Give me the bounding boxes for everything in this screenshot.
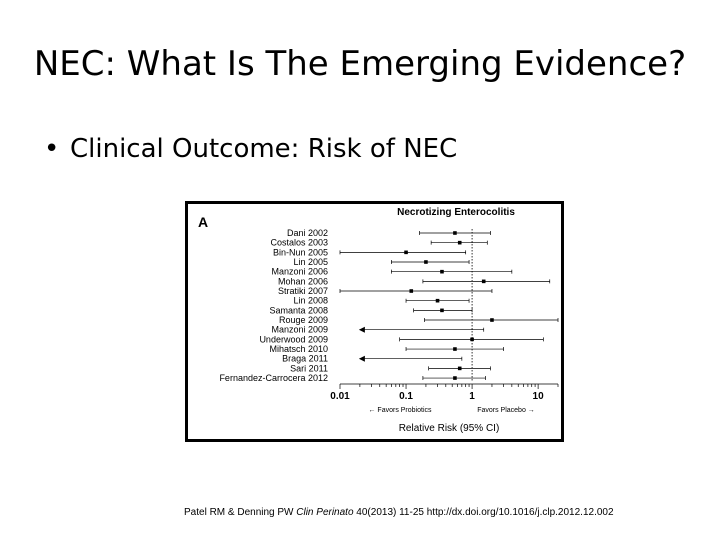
study-label: Mohan 2006 (277, 276, 328, 287)
study-label: Lin 2005 (293, 257, 328, 268)
citation-journal: Clin Perinato (296, 507, 354, 518)
study-label: Stratiki 2007 (277, 286, 328, 297)
study-label: Lin 2008 (293, 295, 328, 306)
point-estimate (404, 251, 408, 255)
point-estimate (453, 231, 457, 235)
study-label: Braga 2011 (282, 353, 328, 364)
point-estimate (436, 299, 440, 303)
citation (184, 507, 614, 518)
study-label: Sari 2011 (290, 363, 328, 374)
x-tick-label: 0.1 (399, 391, 413, 402)
x-axis (330, 384, 558, 402)
study-label: Mihatsch 2010 (269, 344, 328, 355)
point-estimate (490, 318, 494, 322)
point-estimate (470, 338, 474, 342)
x-tick-label: 10 (532, 391, 544, 402)
favors-probiotics-label: ← Favors Probiotics (368, 407, 432, 414)
truncated-arrow-icon (359, 356, 365, 362)
point-estimate (453, 376, 457, 380)
studies-layer (219, 228, 558, 383)
study-label: Costalos 2003 (270, 237, 328, 248)
study-label: Samanta 2008 (269, 305, 328, 316)
point-estimate (440, 270, 444, 274)
point-estimate (440, 309, 444, 313)
x-tick-label: 0.01 (330, 391, 350, 402)
x-axis-label: Relative Risk (95% CI) (398, 423, 500, 434)
bullet-point (44, 134, 457, 164)
study-label: Dani 2002 (286, 228, 328, 238)
point-estimate (409, 289, 413, 293)
citation-details: 40(2013) 11-25 http://dx.doi.org/10.1016/j.clp.2012.12.002 (353, 507, 614, 518)
point-estimate (453, 347, 457, 351)
study-label: Underwood 2009 (259, 334, 328, 345)
bullet-dot-icon: • (44, 134, 60, 164)
citation-authors: Patel RM & Denning PW (184, 507, 297, 518)
bullet-text: Clinical Outcome: Risk of NEC (70, 134, 458, 164)
study-label: Rouge 2009 (278, 315, 328, 326)
forest-plot-svg (188, 204, 561, 439)
slide-title: NEC: What Is The Emerging Evidence? (33, 44, 687, 84)
forest-plot-figure (185, 201, 564, 442)
favors-placebo-label: Favors Placebo → (477, 407, 535, 414)
study-label: Fernandez-Carrocera 2012 (219, 373, 328, 384)
study-label: Bin-Nun 2005 (272, 247, 328, 258)
point-estimate (482, 280, 486, 284)
chart-title: Necrotizing Enterocolitis (397, 207, 515, 218)
study-label: Manzoni 2006 (271, 266, 328, 277)
study-label: Manzoni 2009 (271, 324, 328, 335)
point-estimate (458, 241, 462, 245)
point-estimate (458, 367, 462, 371)
point-estimate (424, 260, 428, 264)
x-tick-label: 1 (469, 391, 475, 402)
panel-label: A (198, 214, 209, 230)
truncated-arrow-icon (359, 327, 365, 333)
